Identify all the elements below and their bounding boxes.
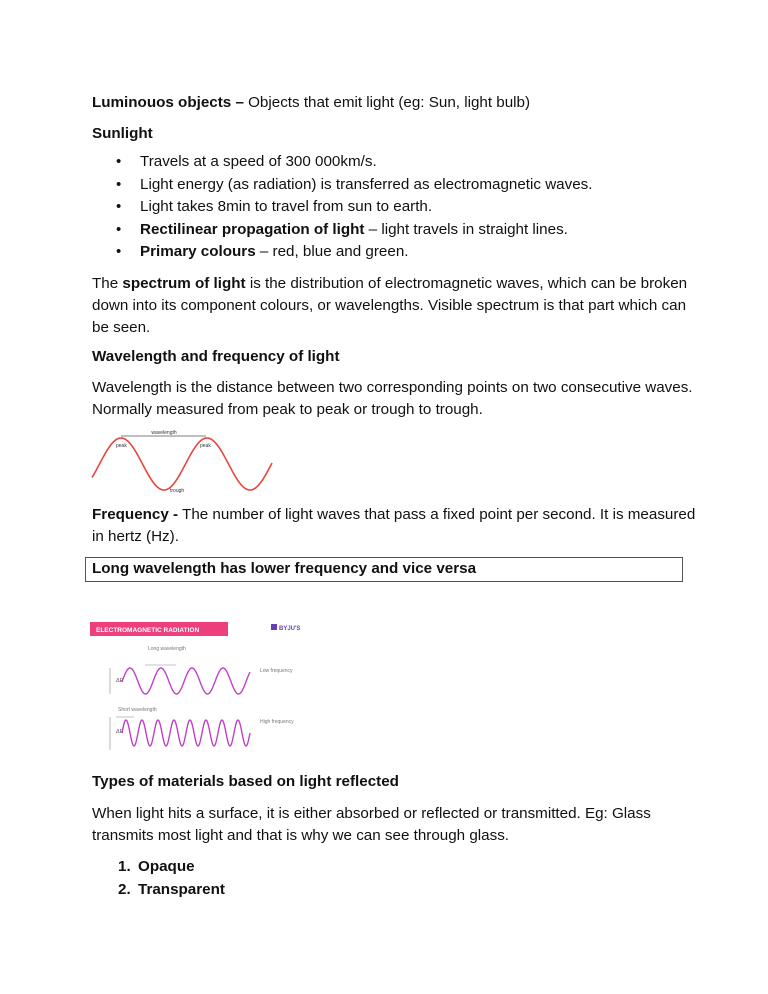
bullet-term: Rectilinear propagation of light xyxy=(140,220,365,238)
materials-numbered-list xyxy=(118,856,225,901)
high-frequency-label: High frequency xyxy=(260,719,294,725)
materials-list-label: Opaque xyxy=(138,858,195,875)
materials-list-label: Transparent xyxy=(138,880,225,898)
bullet-term: Primary colours xyxy=(140,243,256,260)
materials-paragraph xyxy=(92,803,702,847)
electromagnetic-radiation-diagram xyxy=(90,620,315,755)
peak-right-label: peak xyxy=(200,443,211,449)
wavelength-heading xyxy=(92,346,702,368)
bullet-text: Light energy (as radiation) is transferred as electromagnetic waves. xyxy=(140,175,593,193)
bullet-text: – light travels in straight lines. xyxy=(364,220,568,238)
brand-label: BYJU'S xyxy=(279,626,301,632)
list-number: 1. xyxy=(118,858,131,875)
long-wavelength-label: Long wavelength xyxy=(148,646,186,652)
frequency-definition: The number of light waves that pass a fixed point per second. It is measured in hertz (Hz). xyxy=(92,506,696,545)
spectrum-paragraph xyxy=(92,273,702,339)
spectrum-post: is the distribution of electromagnetic waves, which can be broken down into its component colours, or wavelengths. Visible spectrum is that part which can be seen. xyxy=(92,275,688,336)
byjus-logo-icon xyxy=(271,624,277,630)
materials-paragraph-text: When light hits a surface, it is either absorbed or reflected or transmitted. Eg: Glass transmits most light and that is why we can see through glass. xyxy=(92,805,651,844)
delta-e-label-top: ΔE xyxy=(116,678,124,684)
delta-e-label-bottom: ΔE xyxy=(116,729,124,735)
materials-heading xyxy=(92,771,702,793)
sunlight-heading-text: Sunlight xyxy=(92,125,153,142)
low-frequency-wave xyxy=(122,668,250,694)
luminous-objects-line xyxy=(92,92,702,114)
materials-list-item xyxy=(118,879,225,902)
sunlight-bullet-item xyxy=(116,174,696,197)
luminous-objects-definition: Objects that emit light (eg: Sun, light bulb) xyxy=(243,94,531,111)
spectrum-pre: The xyxy=(92,275,123,292)
wavelength-frequency-note xyxy=(85,557,683,582)
luminous-objects-term: Luminouos objects – xyxy=(92,94,244,111)
sunlight-bullet-list xyxy=(116,151,696,264)
materials-heading-text: Types of materials based on light reflected xyxy=(92,773,399,790)
list-number: 2. xyxy=(118,880,131,898)
frequency-paragraph xyxy=(92,504,702,548)
bullet-text: – red, blue and green. xyxy=(255,243,409,260)
spectrum-term: spectrum of light xyxy=(122,275,246,292)
sunlight-bullet-item xyxy=(116,196,696,219)
trough-label: trough xyxy=(170,488,185,494)
sunlight-heading xyxy=(92,123,702,145)
high-frequency-wave xyxy=(122,720,250,746)
materials-list-item xyxy=(118,856,225,879)
wavelength-label: wavelength xyxy=(151,430,177,436)
wavelength-paragraph-text: Wavelength is the distance between two corresponding points on two consecutive waves. Normally measured from peak to peak or trough to trough. xyxy=(92,379,693,418)
sunlight-bullet-item xyxy=(116,151,696,174)
wavelength-paragraph xyxy=(92,377,702,421)
em-banner-title: ELECTROMAGNETIC RADIATION xyxy=(96,627,200,634)
bullet-text: Travels at a speed of 300 000km/s. xyxy=(140,153,377,170)
frequency-term: Frequency - xyxy=(92,506,179,523)
low-frequency-label: Low frequency xyxy=(260,668,293,674)
note-text: Long wavelength has lower frequency and vice versa xyxy=(92,560,477,577)
bullet-text: Light takes 8min to travel from sun to earth. xyxy=(140,198,433,215)
short-wavelength-label: Short wavelength xyxy=(118,707,157,713)
sunlight-bullet-item xyxy=(116,241,696,264)
wavelength-heading-text: Wavelength and frequency of light xyxy=(92,348,340,365)
wavelength-diagram xyxy=(88,428,278,496)
peak-left-label: peak xyxy=(116,443,127,449)
sunlight-bullet-item xyxy=(116,219,696,242)
